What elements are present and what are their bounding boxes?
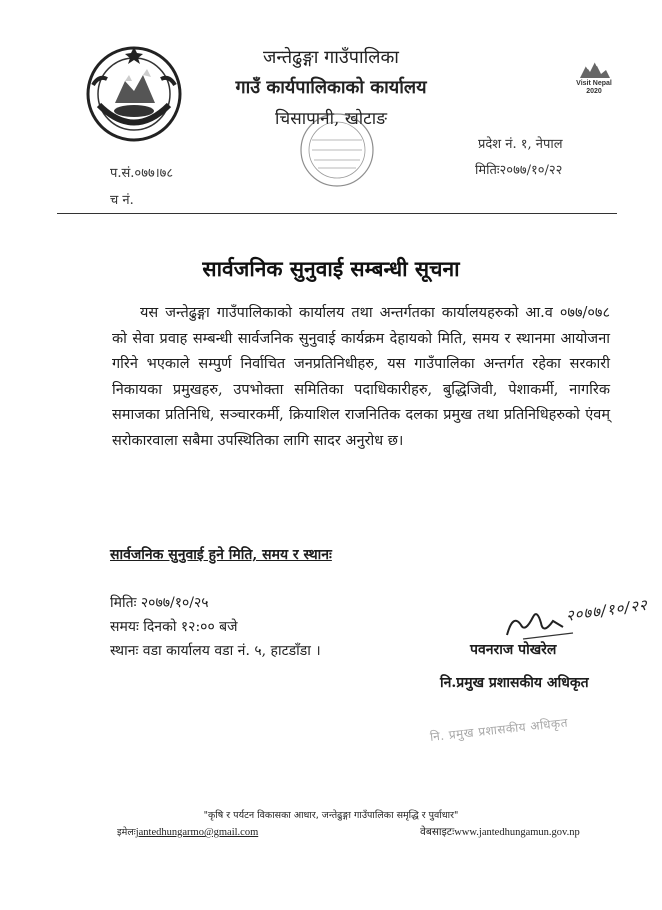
visit-nepal-logo: [568, 58, 618, 102]
event-date: मितिः २०७७/१०/२५: [110, 595, 209, 611]
notice-body: यस जन्तेढुङ्गा गाउँपालिकाको कार्यालय तथा अन्तर्गतका कार्यालयहरुको आ.व ०७७/०७८ को सेवा प्रवाह सम्बन्धी सार्वजनिक सुनुवाई कार्यक्रम देहायको मिति, समय र स्थानमा आयोजना गरिने भएकाले सम्पुर्ण निर्वाचित जनप्रतिनिधीहरु, यस गाउँपालिका अन्तर्गत रहेका सरकारी निकायका प्रमुखहरु, उपभोक्ता समितिका पदाधिकारीहरु, बुद्धिजिवी, पेशाकर्मी, नागरिक समाजका प्रतिनिधि, सञ्चारकर्मी, क्रियाशिल राजनितिक दलका प्रमुख तथा प्रतिनिधिहरुको एंवम् सरोकारवाला सबैमा उपस्थितिका लागि सादर अनुरोध छ।: [112, 305, 610, 449]
signature-date: २०७७/१०/२२: [564, 595, 649, 625]
municipality-name: जन्तेढुङ्गा गाउँपालिका: [263, 47, 399, 68]
email-link[interactable]: jantedhungarmo@gmail.com: [135, 827, 259, 838]
header-divider: [57, 213, 617, 214]
footer-email-row: [117, 825, 258, 838]
province-label: प्रदेश नं. १, नेपाल: [478, 137, 563, 152]
dispatch-number: च नं.: [110, 193, 134, 208]
footer-website[interactable]: वेबसाइटःwww.jantedhungamun.gov.np: [420, 827, 580, 838]
letter-date: मितिः२०७७/१०/२२: [475, 163, 563, 178]
office-location: चिसापानी, खोटाङ: [275, 109, 387, 129]
office-name: गाउँ कार्यपालिकाको कार्यालय: [235, 77, 427, 98]
visit-nepal-text: Visit Nepal 2020: [576, 80, 612, 95]
notice-title: सार्वजनिक सुनुवाई सम्बन्धी सूचना: [202, 256, 460, 281]
event-time: समयः दिनको १२:०० बजे: [110, 619, 238, 635]
designation-stamp: नि. प्रमुख प्रशासकीय अधिकृत: [429, 715, 569, 744]
office-stamp: [282, 110, 392, 190]
email-label: इमेलः: [117, 827, 136, 838]
signatory-name: पवनराज पोखरेल: [470, 642, 557, 658]
footer-slogan: "कृषि र पर्यटन विकासका आधार, जन्तेढुङ्गा गाउँपालिका समृद्धि र पुर्वाधार": [203, 810, 459, 821]
reference-number: प.सं.०७७।७८: [110, 166, 174, 181]
signatory-title: नि.प्रमुख प्रशासकीय अधिकृत: [440, 675, 589, 691]
event-heading: सार्वजनिक सुनुवाई हुने मिति, समय र स्थानः: [110, 547, 332, 563]
event-venue: स्थानः वडा कार्यालय वडा नं. ५, हाटडाँडा ।: [110, 643, 321, 659]
